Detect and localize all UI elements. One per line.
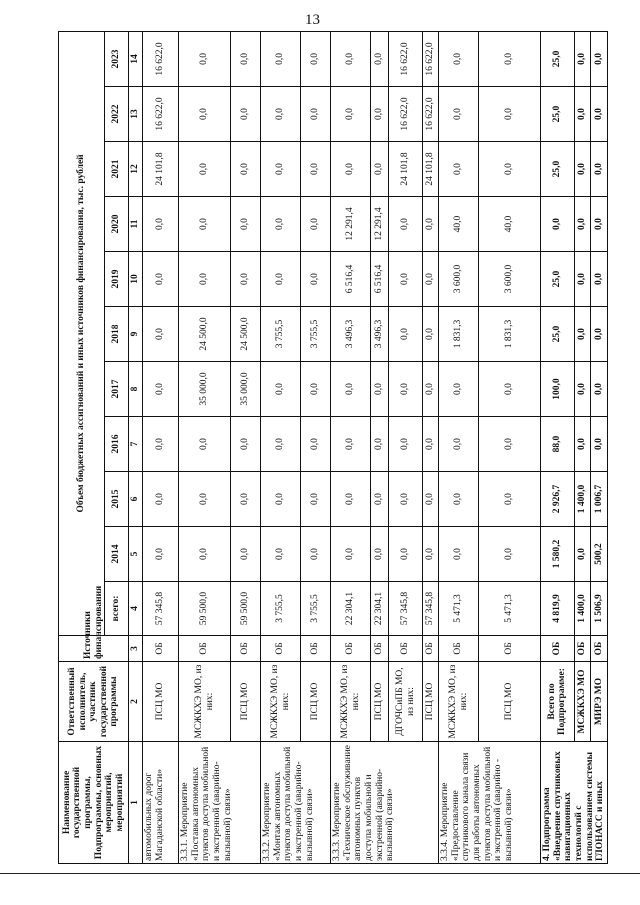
header-year: 2018 [105, 307, 129, 362]
year-value-cell: 0,0 [423, 472, 439, 527]
year-value-cell: 0,0 [439, 142, 479, 197]
year-value-cell: 0,0 [179, 31, 231, 86]
header-year: 2016 [105, 417, 129, 472]
year-value-cell: 0,0 [439, 417, 479, 472]
year-value-cell: 0,0 [479, 362, 541, 417]
source-cell: ОБ [389, 636, 423, 662]
source-cell: ОБ [591, 636, 608, 662]
year-value-cell: 3 496,3 [371, 307, 389, 362]
year-value-cell: 16 622,0 [423, 87, 439, 142]
table-body [143, 31, 608, 863]
year-value-cell: 35 000,0 [179, 362, 231, 417]
bottom-rule [0, 873, 640, 874]
total-cell: 1 400,0 [574, 582, 591, 636]
responsible-cell: МСЖКХЭ МО, из них: [179, 662, 231, 742]
total-cell: 57 345,8 [423, 582, 439, 636]
year-value-cell: 0,0 [371, 362, 389, 417]
year-value-cell: 0,0 [179, 252, 231, 307]
year-value-cell: 0,0 [574, 252, 591, 307]
year-value-cell: 3 600,0 [439, 252, 479, 307]
year-value-cell: 25,0 [541, 31, 574, 86]
source-cell: ОБ [439, 636, 479, 662]
year-value-cell: 0,0 [261, 142, 301, 197]
year-value-cell: 0,0 [423, 252, 439, 307]
year-value-cell: 0,0 [261, 417, 301, 472]
year-value-cell: 0,0 [179, 527, 231, 582]
year-value-cell: 0,0 [389, 472, 423, 527]
year-value-cell: 0,0 [574, 307, 591, 362]
year-value-cell: 25,0 [541, 142, 574, 197]
total-cell: 57 345,8 [143, 582, 179, 636]
year-value-cell: 1 006,7 [591, 472, 608, 527]
column-number: 8 [129, 362, 143, 417]
year-value-cell: 0,0 [143, 197, 179, 252]
header-year: 2020 [105, 197, 129, 252]
column-number: 1 [129, 742, 143, 864]
year-value-cell: 0,0 [261, 87, 301, 142]
header-volume: Объем бюджетных ассигнований и иных источников финансирования, тыс. рублей [59, 31, 105, 635]
year-value-cell: 0,0 [261, 527, 301, 582]
year-value-cell: 0,0 [479, 417, 541, 472]
year-value-cell: 88,0 [541, 417, 574, 472]
column-number: 6 [129, 472, 143, 527]
year-value-cell: 0,0 [479, 31, 541, 86]
year-value-cell: 0,0 [143, 472, 179, 527]
column-number: 11 [129, 197, 143, 252]
row-name-cell: 3.3.4. Мероприятие «Предоставление спутникового канала связи для работы автономных пунктов доступа мобильной и экстренной (аварийно - вызывной) связи» [439, 742, 541, 864]
year-value-cell: 0,0 [389, 197, 423, 252]
responsible-cell: ПСЦ МО [231, 662, 261, 742]
column-number: 5 [129, 527, 143, 582]
year-value-cell: 6 516,4 [331, 252, 371, 307]
year-value-cell: 0,0 [574, 527, 591, 582]
year-value-cell: 0,0 [179, 87, 231, 142]
year-value-cell: 0,0 [591, 197, 608, 252]
year-value-cell: 0,0 [389, 307, 423, 362]
year-value-cell: 16 622,0 [143, 87, 179, 142]
year-value-cell: 0,0 [371, 472, 389, 527]
year-value-cell: 0,0 [439, 472, 479, 527]
year-value-cell: 0,0 [301, 472, 331, 527]
year-value-cell: 1 400,0 [574, 472, 591, 527]
year-value-cell: 3 496,3 [331, 307, 371, 362]
year-value-cell: 0,0 [371, 417, 389, 472]
year-value-cell: 0,0 [439, 31, 479, 86]
responsible-cell: МСЖКХЭ МО, из них: [439, 662, 479, 742]
header-year: 2022 [105, 87, 129, 142]
table-row [479, 31, 541, 863]
total-cell: 5 471,3 [439, 582, 479, 636]
rotated-table-container [58, 32, 608, 864]
table-row [179, 31, 231, 863]
row-name-cell: 3.3.1. Мероприятие «Поставка автономных пунктов доступа мобильной и экстренной (аварийно-вызывной) связи» [179, 742, 261, 864]
source-cell: ОБ [574, 636, 591, 662]
source-cell: ОБ [143, 636, 179, 662]
year-value-cell: 0,0 [371, 31, 389, 86]
year-value-cell: 24 500,0 [179, 307, 231, 362]
year-value-cell: 0,0 [423, 307, 439, 362]
year-value-cell: 0,0 [331, 362, 371, 417]
source-cell: ОБ [423, 636, 439, 662]
header-responsible: Ответственный исполнитель, участник государственной программы [59, 662, 129, 742]
year-value-cell: 35 000,0 [231, 362, 261, 417]
column-number: 4 [129, 582, 143, 636]
header-year: 2014 [105, 527, 129, 582]
header-year: 2015 [105, 472, 129, 527]
header-name: Наименование государственной программы, Подпрограммы, основных мероприятий, мероприятий [59, 742, 129, 864]
table-row [143, 31, 179, 863]
year-value-cell: 0,0 [439, 362, 479, 417]
year-value-cell: 0,0 [231, 142, 261, 197]
year-value-cell: 100,0 [541, 362, 574, 417]
year-value-cell: 40,0 [479, 197, 541, 252]
row-name-cell: 3.3.3. Мероприятие «Техническое обслуживание автономных пунктов доступа мобильной и экстренной (аварийно-вызывной) связи» [331, 742, 439, 864]
source-cell: ОБ [301, 636, 331, 662]
year-value-cell: 16 622,0 [389, 31, 423, 86]
year-value-cell: 0,0 [301, 527, 331, 582]
year-value-cell: 0,0 [574, 362, 591, 417]
year-value-cell: 16 622,0 [389, 87, 423, 142]
column-number: 12 [129, 142, 143, 197]
responsible-cell: ПСЦ МО [371, 662, 389, 742]
year-value-cell: 3 755,5 [301, 307, 331, 362]
year-value-cell: 0,0 [479, 142, 541, 197]
total-cell: 22 304,1 [371, 582, 389, 636]
responsible-cell: МСЖКХЭ МО, из них: [331, 662, 371, 742]
column-number: 13 [129, 87, 143, 142]
total-cell: 57 345,8 [389, 582, 423, 636]
year-value-cell: 0,0 [591, 31, 608, 86]
responsible-cell: ПСЦ МО [479, 662, 541, 742]
header-total: всего: [105, 582, 129, 636]
year-value-cell: 0,0 [479, 527, 541, 582]
year-value-cell: 2 926,7 [541, 472, 574, 527]
header-source: Источники финансирования [59, 636, 129, 662]
year-value-cell: 0,0 [179, 417, 231, 472]
responsible-cell: ПСЦ МО [143, 662, 179, 742]
year-value-cell: 6 516,4 [371, 252, 389, 307]
year-value-cell: 0,0 [301, 252, 331, 307]
year-value-cell: 3 600,0 [479, 252, 541, 307]
year-value-cell: 0,0 [231, 197, 261, 252]
total-cell: 4 819,9 [541, 582, 574, 636]
year-value-cell: 0,0 [331, 87, 371, 142]
year-value-cell: 0,0 [143, 362, 179, 417]
year-value-cell: 0,0 [591, 417, 608, 472]
year-value-cell: 0,0 [143, 307, 179, 362]
table-row [591, 31, 608, 863]
year-value-cell: 0,0 [301, 87, 331, 142]
year-value-cell: 0,0 [231, 252, 261, 307]
year-value-cell: 25,0 [541, 87, 574, 142]
total-cell: 59 500,0 [231, 582, 261, 636]
year-value-cell: 0,0 [574, 142, 591, 197]
source-cell: ОБ [331, 636, 371, 662]
year-value-cell: 0,0 [439, 527, 479, 582]
column-number: 3 [129, 636, 143, 662]
year-value-cell: 0,0 [541, 197, 574, 252]
year-value-cell: 0,0 [261, 31, 301, 86]
year-value-cell: 0,0 [231, 417, 261, 472]
year-value-cell: 0,0 [143, 252, 179, 307]
year-value-cell: 0,0 [331, 527, 371, 582]
year-value-cell: 0,0 [423, 527, 439, 582]
year-value-cell: 24 101,8 [143, 142, 179, 197]
header-year: 2023 [105, 31, 129, 86]
year-value-cell: 0,0 [574, 197, 591, 252]
year-value-cell: 0,0 [371, 142, 389, 197]
responsible-cell: МСЖКХЭ МО [574, 662, 591, 742]
total-cell: 1 506,9 [591, 582, 608, 636]
year-value-cell: 0,0 [389, 362, 423, 417]
year-value-cell: 1 831,3 [439, 307, 479, 362]
column-number: 2 [129, 662, 143, 742]
table-row [261, 31, 301, 863]
responsible-cell: МИРЭ МО [591, 662, 608, 742]
header-year: 2017 [105, 362, 129, 417]
column-number: 7 [129, 417, 143, 472]
column-number: 14 [129, 31, 143, 86]
year-value-cell: 1 580,2 [541, 527, 574, 582]
year-value-cell: 0,0 [261, 472, 301, 527]
table-row [423, 31, 439, 863]
year-value-cell: 0,0 [574, 87, 591, 142]
year-value-cell: 0,0 [301, 362, 331, 417]
year-value-cell: 0,0 [591, 362, 608, 417]
responsible-cell: ПСЦ МО [301, 662, 331, 742]
year-value-cell: 0,0 [371, 527, 389, 582]
year-value-cell: 3 755,5 [261, 307, 301, 362]
year-value-cell: 0,0 [389, 417, 423, 472]
table-row [301, 31, 331, 863]
responsible-cell: Всего по Подпрограмме: [541, 662, 574, 742]
source-cell: ОБ [179, 636, 231, 662]
year-value-cell: 0,0 [591, 142, 608, 197]
year-value-cell: 0,0 [143, 417, 179, 472]
year-value-cell: 0,0 [331, 142, 371, 197]
total-cell: 5 471,3 [479, 582, 541, 636]
year-value-cell: 0,0 [261, 362, 301, 417]
financing-table [58, 31, 608, 864]
row-name-cell: автомобильных дорог Магаданской области» [143, 742, 179, 864]
table-row [231, 31, 261, 863]
year-value-cell: 0,0 [261, 252, 301, 307]
total-cell: 3 755,5 [261, 582, 301, 636]
year-value-cell: 0,0 [301, 197, 331, 252]
row-name-cell: 3.3.2. Мероприятие «Монтаж автономных пунктов доступа мобильной и экстренной (аварийно-вызывной) связи» [261, 742, 331, 864]
year-value-cell: 0,0 [231, 472, 261, 527]
year-value-cell: 1 831,3 [479, 307, 541, 362]
table-row [439, 31, 479, 863]
table-row [574, 31, 591, 863]
year-value-cell: 0,0 [231, 87, 261, 142]
year-value-cell: 0,0 [231, 31, 261, 86]
page-number: 13 [305, 12, 320, 28]
year-value-cell: 16 622,0 [423, 31, 439, 86]
year-value-cell: 0,0 [301, 417, 331, 472]
year-value-cell: 0,0 [371, 87, 389, 142]
year-value-cell: 0,0 [301, 31, 331, 86]
year-value-cell: 500,2 [591, 527, 608, 582]
year-value-cell: 0,0 [591, 252, 608, 307]
total-cell: 3 755,5 [301, 582, 331, 636]
source-cell: ОБ [261, 636, 301, 662]
year-value-cell: 16 622,0 [143, 31, 179, 86]
year-value-cell: 12 291,4 [371, 197, 389, 252]
year-value-cell: 12 291,4 [331, 197, 371, 252]
column-number: 10 [129, 252, 143, 307]
year-value-cell: 0,0 [423, 197, 439, 252]
year-value-cell: 0,0 [389, 252, 423, 307]
year-value-cell: 0,0 [331, 472, 371, 527]
year-value-cell: 0,0 [261, 197, 301, 252]
year-value-cell: 0,0 [439, 87, 479, 142]
year-value-cell: 40,0 [439, 197, 479, 252]
year-value-cell: 24 500,0 [231, 307, 261, 362]
year-value-cell: 0,0 [179, 142, 231, 197]
responsible-cell: ПСЦ МО [423, 662, 439, 742]
header-year: 2019 [105, 252, 129, 307]
year-value-cell: 0,0 [423, 417, 439, 472]
year-value-cell: 0,0 [423, 362, 439, 417]
year-value-cell: 0,0 [574, 417, 591, 472]
year-value-cell: 0,0 [591, 87, 608, 142]
year-value-cell: 0,0 [574, 31, 591, 86]
total-cell: 59 500,0 [179, 582, 231, 636]
responsible-cell: МСЖКХЭ МО, из них: [261, 662, 301, 742]
total-cell: 22 304,1 [331, 582, 371, 636]
year-value-cell: 0,0 [479, 472, 541, 527]
year-value-cell: 0,0 [389, 527, 423, 582]
year-value-cell: 24 101,8 [423, 142, 439, 197]
table-row [541, 31, 574, 863]
column-number-row [129, 31, 143, 863]
year-value-cell: 0,0 [301, 142, 331, 197]
table-row [331, 31, 371, 863]
year-value-cell: 0,0 [331, 31, 371, 86]
year-value-cell: 24 101,8 [389, 142, 423, 197]
source-cell: ОБ [479, 636, 541, 662]
year-value-cell: 0,0 [179, 197, 231, 252]
row-name-cell: 4. Подпрограмма «Внедрение спутниковых навигационных технологий с использованием системы ГЛОНАСС и иных [541, 742, 608, 864]
year-value-cell: 25,0 [541, 252, 574, 307]
header-year: 2021 [105, 142, 129, 197]
year-value-cell: 0,0 [331, 417, 371, 472]
year-value-cell: 0,0 [143, 527, 179, 582]
year-value-cell: 25,0 [541, 307, 574, 362]
table-row [371, 31, 389, 863]
year-value-cell: 0,0 [231, 527, 261, 582]
year-value-cell: 0,0 [479, 87, 541, 142]
source-cell: ОБ [541, 636, 574, 662]
year-value-cell: 0,0 [179, 472, 231, 527]
table-row [389, 31, 423, 863]
year-value-cell: 0,0 [591, 307, 608, 362]
source-cell: ОБ [231, 636, 261, 662]
responsible-cell: ДГОЧСиПБ МО, из них: [389, 662, 423, 742]
source-cell: ОБ [371, 636, 389, 662]
column-number: 9 [129, 307, 143, 362]
